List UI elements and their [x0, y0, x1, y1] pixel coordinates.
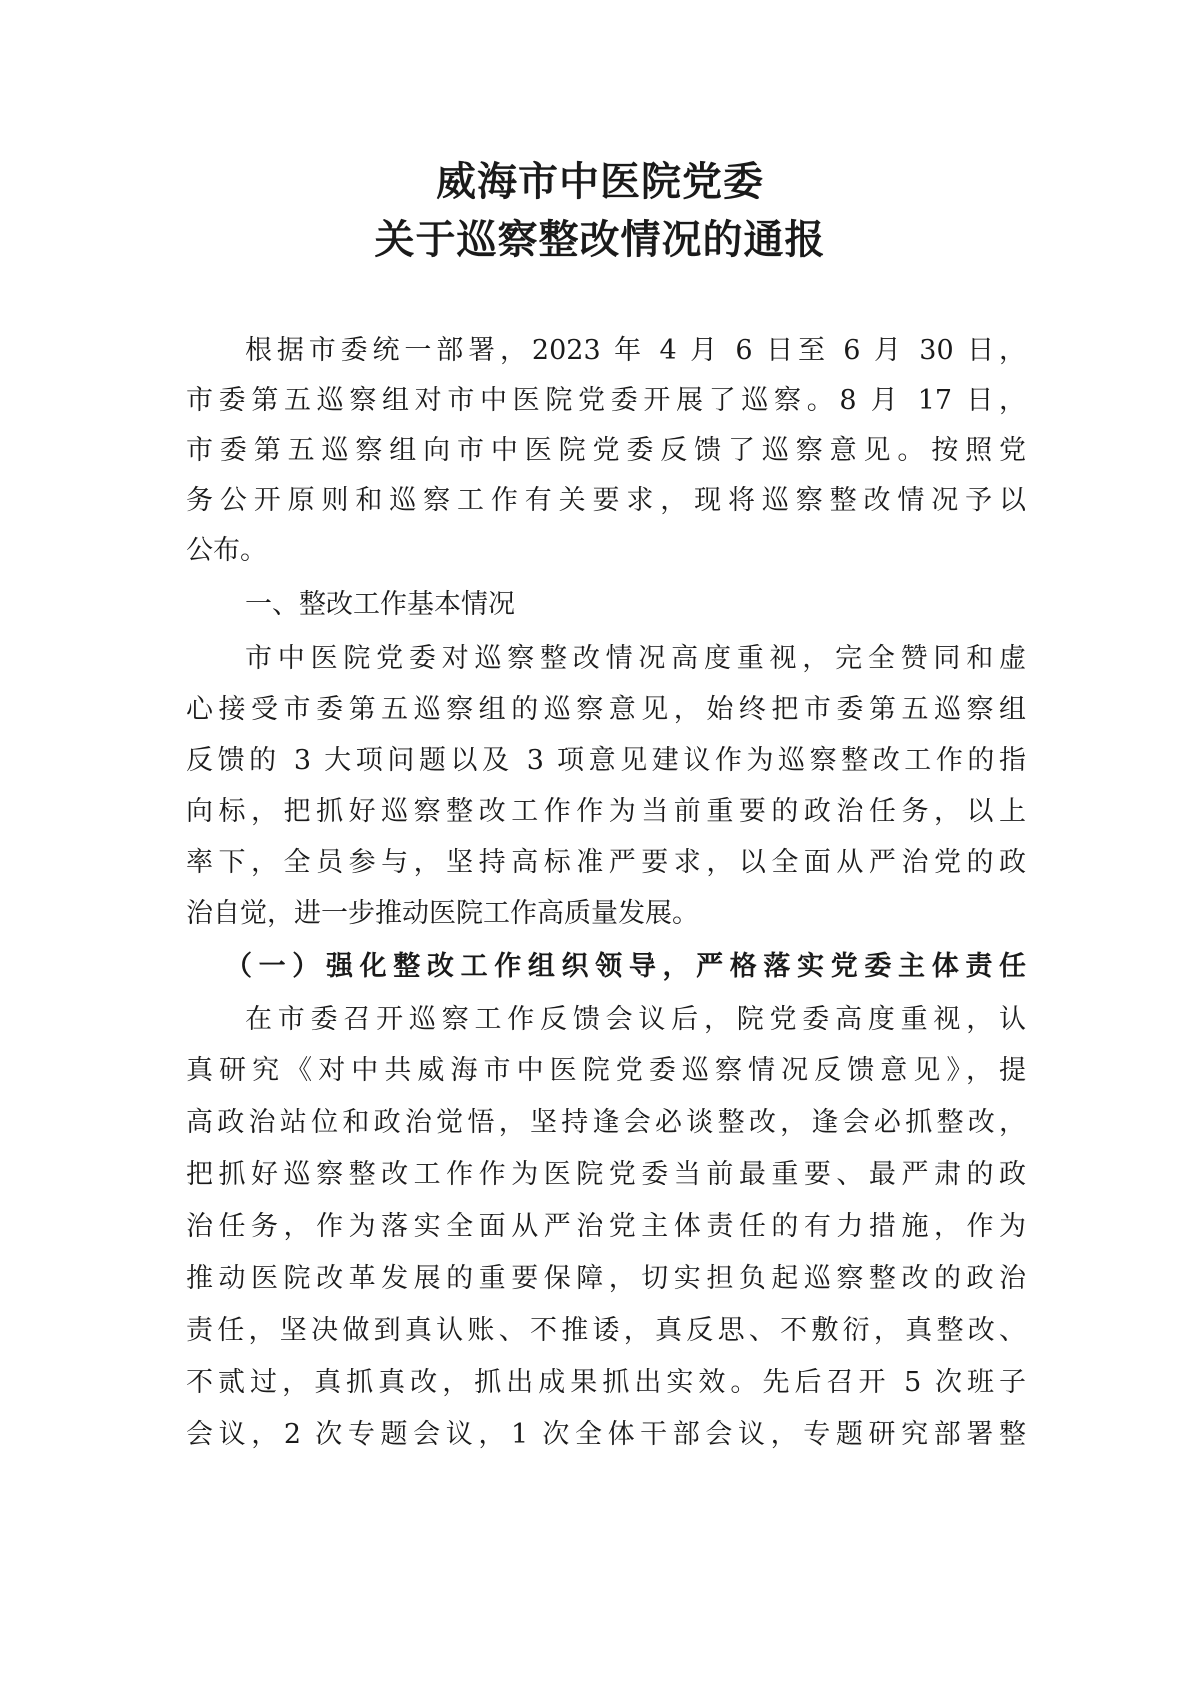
section-paragraph-line: 治自觉，进一步推动医院工作高质量发展。: [186, 898, 699, 929]
section-paragraph-line: 反馈的 3 大项问题以及 3 项意见建议作为巡察整改工作的指: [186, 745, 1026, 776]
subsection-paragraph-line: 推动医院改革发展的重要保障，切实担负起巡察整改的政治: [186, 1263, 1026, 1294]
subsection-paragraph-line: 责任，坚决做到真认账、不推诿，真反思、不敷衍，真整改、: [186, 1315, 1026, 1346]
subsection-paragraph-line: 会议，2 次专题会议，1 次全体干部会议，专题研究部署整: [186, 1419, 1026, 1450]
section-paragraph-line: 率下，全员参与，坚持高标准严要求，以全面从严治党的政: [186, 847, 1026, 878]
section-paragraph-line: 向标，把抓好巡察整改工作作为当前重要的政治任务，以上: [186, 796, 1026, 827]
subsection-paragraph-line: 不贰过，真抓真改，抓出成果抓出实效。先后召开 5 次班子: [186, 1367, 1026, 1398]
intro-line: 市委第五巡察组对市中医院党委开展了巡察。8 月 17 日，: [186, 385, 1026, 416]
intro-line: 市委第五巡察组向市中医院党委反馈了巡察意见。按照党: [186, 435, 1026, 466]
subsection-paragraph-line: 把抓好巡察整改工作作为医院党委当前最重要、最严肃的政: [186, 1159, 1026, 1190]
section-paragraph-line: 心接受市委第五巡察组的巡察意见，始终把市委第五巡察组: [186, 694, 1026, 725]
document-title-line-1: 威海市中医院党委: [436, 158, 764, 205]
section-paragraph-line: 市中医院党委对巡察整改情况高度重视，完全赞同和虚: [245, 643, 1026, 674]
document-title-line-2: 关于巡察整改情况的通报: [374, 216, 826, 263]
subsection-paragraph-line: 治任务，作为落实全面从严治党主体责任的有力措施，作为: [186, 1211, 1026, 1242]
intro-line: 务公开原则和巡察工作有关要求，现将巡察整改情况予以: [186, 485, 1026, 516]
subsection-heading: （一）强化整改工作组织领导，严格落实党委主体责任: [225, 951, 1026, 982]
subsection-paragraph-line: 在市委召开巡察工作反馈会议后，院党委高度重视，认: [245, 1004, 1026, 1035]
subsection-paragraph-line: 真研究《对中共威海市中医院党委巡察情况反馈意见》，提: [186, 1055, 1026, 1086]
subsection-paragraph-line: 高政治站位和政治觉悟，坚持逢会必谈整改，逢会必抓整改，: [186, 1107, 1026, 1138]
intro-line: 根据市委统一部署，2023 年 4 月 6 日至 6 月 30 日，: [245, 335, 1026, 366]
section-heading: 一、整改工作基本情况: [245, 589, 515, 620]
intro-line: 公布。: [186, 535, 267, 566]
